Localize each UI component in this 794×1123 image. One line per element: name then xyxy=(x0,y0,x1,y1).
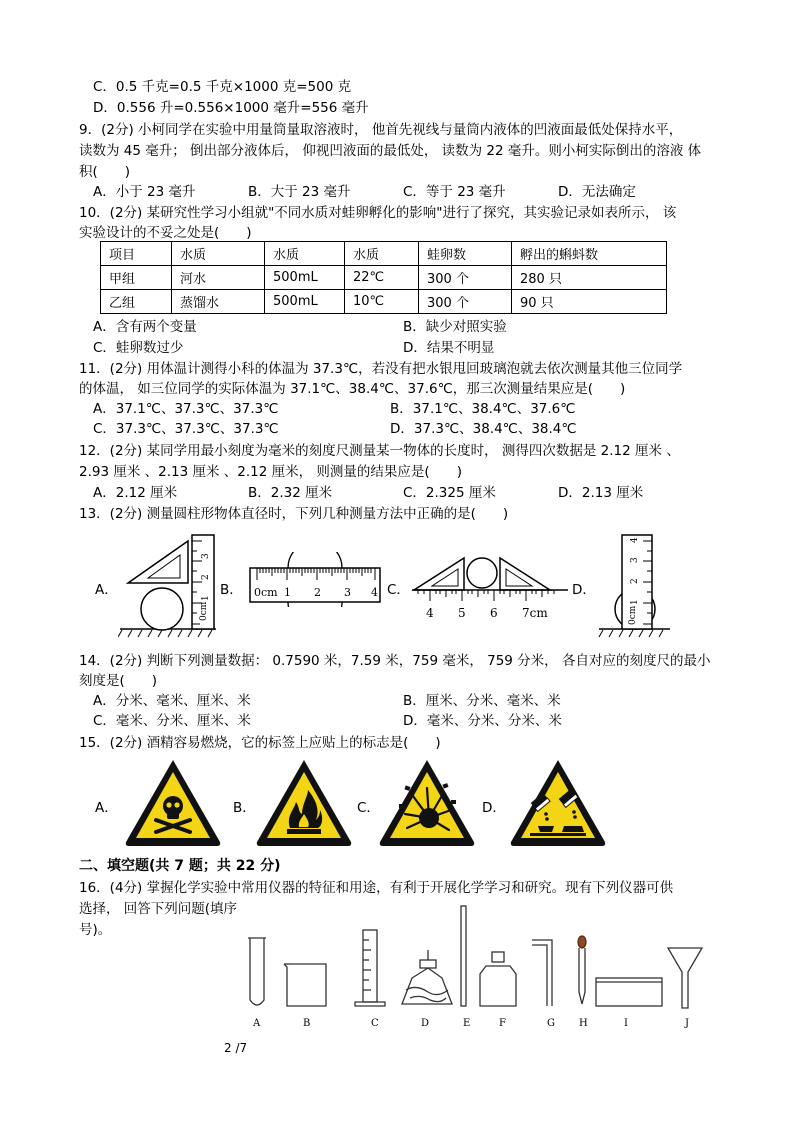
apparatus-label: C xyxy=(371,1018,379,1029)
apparatus-label: G xyxy=(547,1018,555,1029)
q16-stem-3: 号)。 xyxy=(79,922,112,938)
ruler-c-label: 4 xyxy=(426,606,434,620)
q9-stem-2: 读数为 45 毫升； 倒出部分液体后， 仰视凹液面的最低处， 读数为 22 毫升。则小柯实际倒出的溶液 体 xyxy=(79,143,702,159)
q14-option-d: D．毫米、分米、分米、米 xyxy=(403,713,562,729)
q13-stem: 13．(2分) 测量圆柱形物体直径时，下列几种测量方法中正确的是( ) xyxy=(79,506,509,522)
table-cell: 500mL xyxy=(265,266,345,290)
table-header-row xyxy=(101,242,667,266)
table-cell: 300 个 xyxy=(419,266,512,290)
q10-option-a: A．含有两个变量 xyxy=(93,319,197,335)
q9-option-c: C．等于 23 毫升 xyxy=(403,184,506,200)
ruler-b-label: 1 xyxy=(284,586,291,599)
table-cell: 乙组 xyxy=(101,290,172,314)
q12-option-b: B．2.32 厘米 xyxy=(248,485,333,501)
table-cell: 22℃ xyxy=(345,266,419,290)
q10-option-c: C．蛙卵数过少 xyxy=(93,340,184,356)
q11-option-d: D．37.3℃、38.4℃、38.4℃ xyxy=(390,421,577,437)
q11-stem-2: 的体温， 如三位同学的实际体温为 37.1℃、38.4℃、37.6℃，那三次测量结果应是( ) xyxy=(79,381,626,397)
q14-option-a: A．分米、毫米、厘米、米 xyxy=(93,693,251,709)
table-row xyxy=(101,266,667,290)
flammable-warning-icon xyxy=(254,756,354,848)
experiment-table xyxy=(100,241,667,314)
apparatus-label: J xyxy=(685,1018,690,1029)
ruler-d-label: 2 xyxy=(630,578,640,584)
q11-option-b: B．37.1℃、38.4℃、37.6℃ xyxy=(390,401,576,417)
ruler-b-label: 2 xyxy=(314,586,321,599)
section-2-title: 二、填空题(共 7 题；共 22 分) xyxy=(79,858,281,874)
table-header-cell: 项目 xyxy=(101,242,172,266)
q8-option-d: D．0.556 升=0.556×1000 毫升=556 毫升 xyxy=(93,100,369,116)
q14-stem-1: 14．(2分) 判断下列测量数据： 0.7590 米，7.59 米，759 毫米， 759 分米， 各自对应的刻度尺的最小 xyxy=(79,653,711,669)
ruler-d-label: 1 xyxy=(630,599,640,605)
q13-label-b: B． xyxy=(220,582,243,598)
ruler-a-label: 0cm xyxy=(199,601,209,621)
q13-label-a: A． xyxy=(95,582,118,598)
q15-label-c: C． xyxy=(357,800,380,816)
ruler-d-label: 0cm xyxy=(628,605,638,625)
explosive-warning-icon xyxy=(377,756,477,848)
apparatus-label: A xyxy=(253,1018,261,1029)
q11-option-c: C．37.3℃、37.3℃、37.3℃ xyxy=(93,421,279,437)
q12-option-a: A．2.12 厘米 xyxy=(93,485,178,501)
q13-label-c: C． xyxy=(387,582,410,598)
q12-stem-2: 2.93 厘米 、2.13 厘米 、2.12 厘米， 则测量的结果应是( ) xyxy=(79,464,462,480)
ruler-c-label: 6 xyxy=(490,606,498,620)
q13-figure-d xyxy=(597,533,672,638)
q14-option-c: C．毫米、分米、厘米、米 xyxy=(93,713,251,729)
table-cell: 河水 xyxy=(172,266,265,290)
q11-stem-1: 11．(2分) 用体温计测得小科的体温为 37.3℃，若没有把水银甩回玻璃泡就去依次测量其他三位同学 xyxy=(79,361,683,377)
ruler-a-label: 1 xyxy=(201,595,211,601)
q9-option-d: D．无法确定 xyxy=(558,184,636,200)
q15-label-b: B． xyxy=(233,800,256,816)
table-header-cell: 孵出的蝌蚪数 xyxy=(512,242,667,266)
q9-option-a: A．小于 23 毫升 xyxy=(93,184,196,200)
q16-stem-1: 16．(4分) 掌握化学实验中常用仪器的特征和用途，有利于开展化学学习和研究。现有下列仪器可供 xyxy=(79,880,674,896)
q13-figure-c xyxy=(410,552,570,622)
lab-apparatus-figure xyxy=(240,900,710,1015)
q11-option-a: A．37.1℃、37.3℃、37.3℃ xyxy=(93,401,279,417)
table-cell: 280 只 xyxy=(512,266,667,290)
page-number: 2 /7 xyxy=(224,1041,248,1055)
apparatus-label: D xyxy=(421,1018,430,1029)
q9-option-b: B．大于 23 毫升 xyxy=(248,184,351,200)
table-row xyxy=(101,290,667,314)
ruler-a-label: 3 xyxy=(201,553,211,559)
ruler-b-label: 3 xyxy=(344,586,351,599)
q10-option-d: D．结果不明显 xyxy=(403,340,495,356)
q13-figure-a xyxy=(118,533,218,638)
table-header-cell: 水质 xyxy=(172,242,265,266)
ruler-d-label: 4 xyxy=(630,537,640,543)
q10-stem-1: 10．(2分) 某研究性学习小组就"不同水质对蛙卵孵化的影响"进行了探究，其实验记录如表所示， 该 xyxy=(79,205,677,221)
q15-stem: 15．(2分) 酒精容易燃烧，它的标签上应贴上的标志是( ) xyxy=(79,735,441,751)
q13-figure-b xyxy=(245,552,385,607)
table-cell: 甲组 xyxy=(101,266,172,290)
toxic-warning-icon xyxy=(123,756,223,848)
apparatus-label: H xyxy=(579,1018,588,1029)
table-cell: 蒸馏水 xyxy=(172,290,265,314)
table-header-cell: 水质 xyxy=(345,242,419,266)
q10-option-b: B．缺少对照实验 xyxy=(403,319,507,335)
q9-stem-3: 积( ) xyxy=(79,164,131,180)
q9-stem-1: 9．(2分) 小柯同学在实验中用量筒量取溶液时， 他首先视线与量筒内液体的凹液面最低处保持水平， xyxy=(79,122,683,138)
q12-stem-1: 12．(2分) 某同学用最小刻度为毫米的刻度尺测量某一物体的长度时， 测得四次数据是 2.12 厘米 、 xyxy=(79,443,680,459)
ruler-c-label: 7cm xyxy=(522,606,548,620)
apparatus-label: E xyxy=(463,1018,471,1029)
corrosive-warning-icon xyxy=(508,756,608,848)
q15-label-a: A． xyxy=(95,800,118,816)
q14-option-b: B．厘米、分米、毫米、米 xyxy=(403,693,561,709)
q12-option-d: D．2.13 厘米 xyxy=(558,485,644,501)
table-cell: 90 只 xyxy=(512,290,667,314)
q15-label-d: D． xyxy=(482,800,506,816)
q12-option-c: C．2.325 厘米 xyxy=(403,485,496,501)
q16-stem-2: 选择， 回答下列问题(填序 xyxy=(79,901,238,917)
apparatus-label: B xyxy=(303,1018,311,1029)
ruler-d-label: 3 xyxy=(630,557,640,563)
q13-label-d: D． xyxy=(572,582,596,598)
q8-option-c: C．0.5 千克=0.5 千克×1000 克=500 克 xyxy=(93,79,352,95)
ruler-c-label: 5 xyxy=(458,606,466,620)
q14-stem-2: 刻度是( ) xyxy=(79,673,158,689)
table-cell: 500mL xyxy=(265,290,345,314)
table-header-cell: 水质 xyxy=(265,242,345,266)
table-cell: 300 个 xyxy=(419,290,512,314)
table-header-cell: 蛙卵数 xyxy=(419,242,512,266)
q10-stem-2: 实验设计的不妥之处是( ) xyxy=(79,225,252,241)
table-cell: 10℃ xyxy=(345,290,419,314)
ruler-b-label: 4 xyxy=(371,586,378,599)
apparatus-label: F xyxy=(499,1018,506,1029)
ruler-b-label: 0cm xyxy=(254,586,278,599)
ruler-a-label: 2 xyxy=(201,574,211,580)
apparatus-label: I xyxy=(624,1018,628,1029)
